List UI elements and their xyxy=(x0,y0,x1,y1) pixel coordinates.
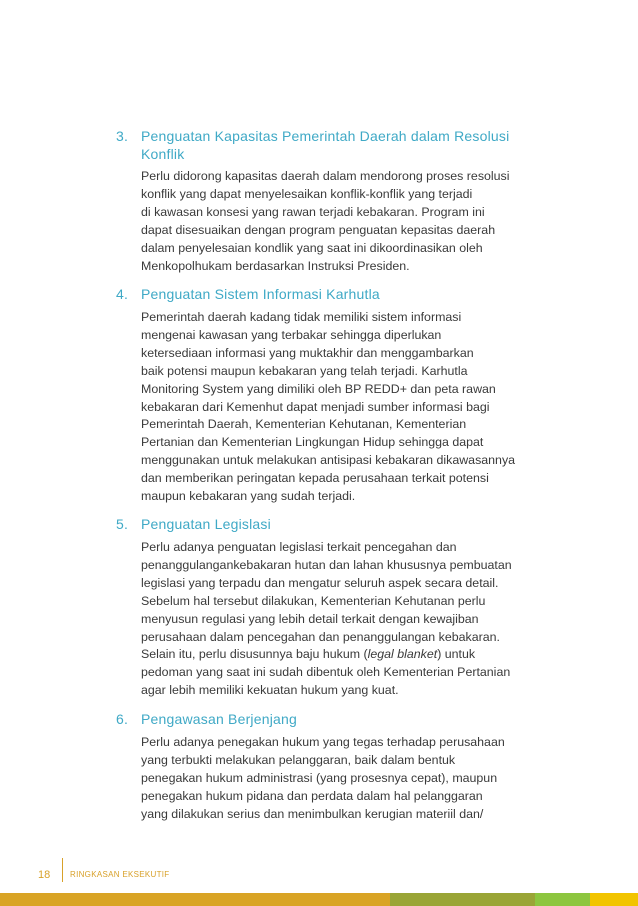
paragraph-line: dan memberikan peringatan kepada perusahaan terkait potensi xyxy=(141,471,489,486)
text-run: Selain itu, perlu disusunnya baju hukum ( xyxy=(141,647,368,662)
section-title-continued: Konflik xyxy=(141,146,185,162)
section-title: Penguatan Kapasitas Pemerintah Daerah dalam Resolusi xyxy=(141,128,510,144)
paragraph-line: penegakan hukum pidana dan perdata dalam hal pelanggaran xyxy=(141,788,483,803)
paragraph-line: penegakan hukum administrasi (yang prosesnya cepat), maupun xyxy=(141,770,498,785)
paragraph-line: konflik yang dapat menyelesaikan konflik-konflik yang terjadi xyxy=(141,186,473,201)
paragraph-line: legislasi yang terpadu dan mengatur seluruh aspek secara detail. xyxy=(141,575,499,590)
paragraph-line: menyusun regulasi yang lebih detail terkait dengan kewajiban xyxy=(141,611,479,626)
paragraph-line: Pemerintah Daerah, Kementerian Kehutanan, Kementerian xyxy=(141,417,467,432)
footer-divider xyxy=(62,858,63,882)
paragraph-line: Perlu adanya penegakan hukum yang tegas terhadap perusahaan xyxy=(141,735,505,749)
paragraph-line: penanggulangankebakaran hutan dan lahan khususnya pembuatan xyxy=(141,557,512,572)
section-5-paragraph xyxy=(141,539,512,700)
paragraph-line: mengenai kawasan yang terbakar sehingga diperlukan xyxy=(141,327,442,342)
paragraph-line: yang dilakukan serius dan menimbulkan kerugian materiil dan/ xyxy=(141,806,484,821)
section-title: Penguatan Legislasi xyxy=(141,516,271,532)
paragraph-line: Pertanian dan Kementerian Lingkungan Hidup sehingga dapat xyxy=(141,435,484,450)
bar-segment-green xyxy=(535,893,590,906)
section-3-paragraph xyxy=(141,168,510,275)
paragraph-line: pedoman yang saat ini sudah dibentuk oleh Kementerian Pertanian xyxy=(141,665,511,680)
section-4-heading xyxy=(116,285,536,303)
paragraph-line: Sebelum hal tersebut dilakukan, Kementerian Kehutanan perlu xyxy=(141,593,486,608)
paragraph-line-with-italic xyxy=(141,646,512,664)
paragraph-line: baik potensi maupun kebakaran yang telah terjadi. Karhutla xyxy=(141,363,468,378)
paragraph-line: yang terbukti melakukan pelanggaran, baik dalam bentuk xyxy=(141,752,456,767)
section-number: 4. xyxy=(116,286,129,302)
paragraph-line: agar lebih memiliki kekuatan hukum yang kuat. xyxy=(141,683,399,698)
section-number: 5. xyxy=(116,516,129,532)
bar-segment-gold xyxy=(0,893,390,906)
section-6-paragraph xyxy=(141,734,505,824)
paragraph-line: dapat disesuaikan dengan program penguatan kepasitas daerah xyxy=(141,222,496,237)
section-6-heading xyxy=(116,710,536,728)
paragraph-line: menggunakan untuk melakukan antisipasi kebakaran dikawasannya xyxy=(141,453,516,468)
paragraph-line: dalam penyelesaian kondlik yang saat ini dikoordinasikan oleh xyxy=(141,240,483,255)
section-number: 3. xyxy=(116,128,129,144)
section-5-heading xyxy=(116,515,536,533)
page-number: 18 xyxy=(38,869,51,881)
paragraph-line: Pemerintah daerah kadang tidak memiliki sistem informasi xyxy=(141,310,462,324)
section-title: Pengawasan Berjenjang xyxy=(141,711,297,727)
paragraph-line: Perlu adanya penguatan legislasi terkait pencegahan dan xyxy=(141,540,457,554)
bar-segment-olive xyxy=(390,893,535,906)
paragraph-line: Menkopolhukam berdasarkan Instruksi Presiden. xyxy=(141,258,410,273)
paragraph-line: ketersediaan informasi yang muktakhir dan menggambarkan xyxy=(141,345,474,360)
paragraph-line: Perlu didorong kapasitas daerah dalam mendorong proses resolusi xyxy=(141,169,510,183)
section-3-heading xyxy=(116,127,536,145)
section-4-paragraph xyxy=(141,309,515,506)
italic-term: legal blanket xyxy=(367,647,438,662)
paragraph-line: di kawasan konsesi yang rawan terjadi kebakaran. Program ini xyxy=(141,204,485,219)
paragraph-line: maupun kebakaran yang sudah terjadi. xyxy=(141,489,356,504)
bar-segment-yellow xyxy=(590,893,638,906)
footer-color-bar xyxy=(0,893,638,906)
section-number: 6. xyxy=(116,711,129,727)
footer-label: RINGKASAN EKSEKUTIF xyxy=(70,870,170,879)
paragraph-line: kebakaran dari Kemenhut dapat menjadi sumber informasi bagi xyxy=(141,399,490,414)
text-run: ) untuk xyxy=(437,647,476,662)
section-title: Penguatan Sistem Informasi Karhutla xyxy=(141,286,380,302)
paragraph-line: Monitoring System yang dimiliki oleh BP REDD+ dan peta rawan xyxy=(141,381,496,396)
paragraph-line: perusahaan dalam pencegahan dan penanggulangan kebakaran. xyxy=(141,629,500,644)
section-3-heading-cont xyxy=(141,145,561,163)
